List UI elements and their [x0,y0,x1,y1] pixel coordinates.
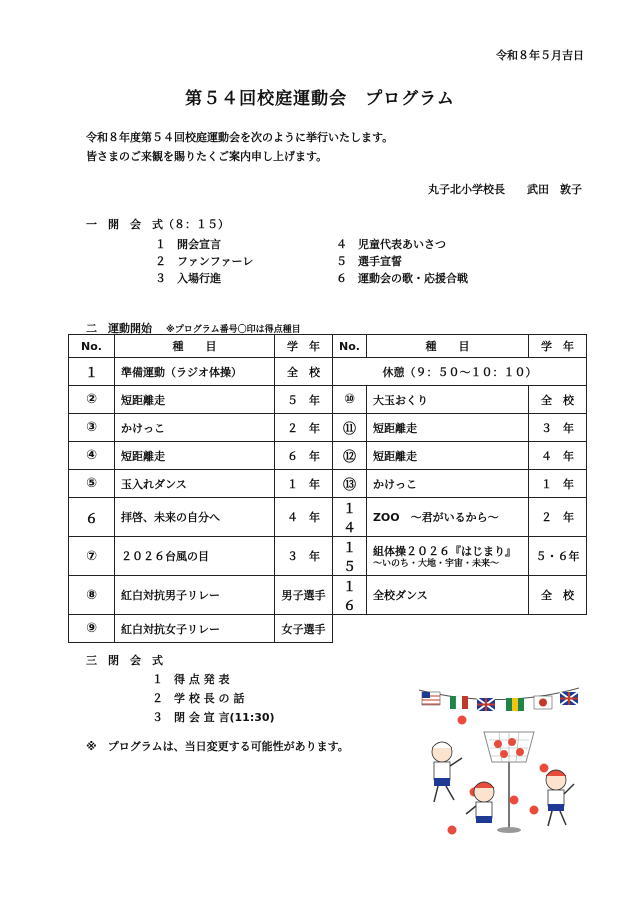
opening-heading: 一 開 会 式（８：１５） [86,218,229,231]
table-row [69,498,587,537]
table-row [69,615,587,643]
event-name: 短距離走 [115,386,275,414]
intro-line: 皆さまのご来観を賜りたくご案内申し上げます。 [86,150,328,163]
event-grade: ３ 年 [275,537,333,576]
break-time: 休憩（９：５０～１０：１０） [333,358,587,386]
header-grade: 学 年 [275,335,333,358]
events-heading-text: 二 運動開始 [86,322,152,335]
closing-section [86,652,275,724]
opening-item: ５ 選手宣誓 [336,255,402,268]
event-grade: ６ 年 [275,442,333,470]
event-name: 大玉おくり [366,386,528,414]
event-grade: 全 校 [275,358,333,386]
opening-item: ３ 入場行進 [155,272,221,285]
event-grade: ４ 年 [275,498,333,537]
event-number: ⑧ [69,576,115,615]
event-number: ② [69,386,115,414]
table-row [69,537,587,576]
table-header-row [69,335,587,358]
event-grade: ３ 年 [528,414,586,442]
event-name: 短距離走 [366,414,528,442]
sports-day-illustration [414,680,584,840]
event-number: ③ [69,414,115,442]
header-no: No. [69,335,115,358]
header-grade: 学 年 [528,335,586,358]
table-row [69,576,587,615]
event-subtitle: ～いのち・大地・宇宙・未来～ [372,558,499,569]
table-row [69,358,587,386]
event-name-with-subtitle [366,537,528,576]
event-grade: 全 校 [528,576,586,615]
page-title: 第５４回校庭運動会 プログラム [185,89,455,109]
opening-item: １ 開会宣言 [155,238,221,251]
event-number: ④ [69,442,115,470]
event-name: 拝啓、未来の自分へ [115,498,275,537]
closing-item: １ 得 点 発 表 [152,673,230,686]
opening-item: ４ 児童代表あいさつ [336,238,446,251]
principal-signature: 丸子北小学校長 武田 敦子 [428,183,582,196]
event-number: ⑨ [69,615,115,643]
event-grade: 女子選手 [275,615,333,643]
empty-cell [333,615,587,643]
table-row [69,470,587,498]
table-row [69,386,587,414]
header-event: 種 目 [366,335,528,358]
event-name: 紅白対抗女子リレー [115,615,275,643]
event-name: かけっこ [366,470,528,498]
event-grade: ４ 年 [528,442,586,470]
event-grade: ２ 年 [528,498,586,537]
change-notice: ※ プログラムは、当日変更する可能性があります。 [86,740,349,753]
event-number: ⑪ [333,414,367,442]
event-grade: ５・６年 [528,537,586,576]
event-number: ⑩ [333,386,367,414]
table-row [69,442,587,470]
event-grade: １ 年 [528,470,586,498]
opening-item: ６ 運動会の歌・応援合戦 [336,272,468,285]
intro-paragraph [86,128,393,166]
event-name: 短距離走 [115,442,275,470]
event-name: 紅白対抗男子リレー [115,576,275,615]
event-number: ⑤ [69,470,115,498]
table-row [69,414,587,442]
closing-item: ２ 学 校 長 の 話 [152,692,245,705]
intro-line: 令和８年度第５４回校庭運動会を次のように挙行いたします。 [86,131,394,144]
events-scoring-note: ※プログラム番号〇印は得点種目 [166,325,301,335]
event-number: ⑦ [69,537,115,576]
event-name: ２０２６台風の目 [115,537,275,576]
event-number: １ [69,358,115,386]
event-number: １４ [333,498,367,537]
event-grade: ２ 年 [275,414,333,442]
event-name: ZOO ～君がいるから～ [366,498,528,537]
opening-item: ２ ファンファーレ [155,255,254,268]
closing-item: ３ 閉 会 宣 言(11:30) [152,711,275,724]
event-number: ６ [69,498,115,537]
event-grade: 男子選手 [275,576,333,615]
event-grade: ５ 年 [275,386,333,414]
event-number: ⑬ [333,470,367,498]
event-number: １６ [333,576,367,615]
event-number: ⑫ [333,442,367,470]
document-date: 令和８年５月吉日 [496,49,584,62]
event-name: 玉入れダンス [115,470,275,498]
header-event: 種 目 [115,335,275,358]
event-grade: １ 年 [275,470,333,498]
event-name: 短距離走 [366,442,528,470]
closing-heading: 三 閉 会 式 [86,654,163,667]
event-name: 全校ダンス [366,576,528,615]
event-grade: 全 校 [528,386,586,414]
event-name: かけっこ [115,414,275,442]
event-name: 準備運動（ラジオ体操） [115,358,275,386]
program-table [68,334,587,643]
event-number: １５ [333,537,367,576]
header-no: No. [333,335,367,358]
closing-items [152,670,275,727]
event-name: 組体操２０２６『はじまり』 [372,544,516,558]
